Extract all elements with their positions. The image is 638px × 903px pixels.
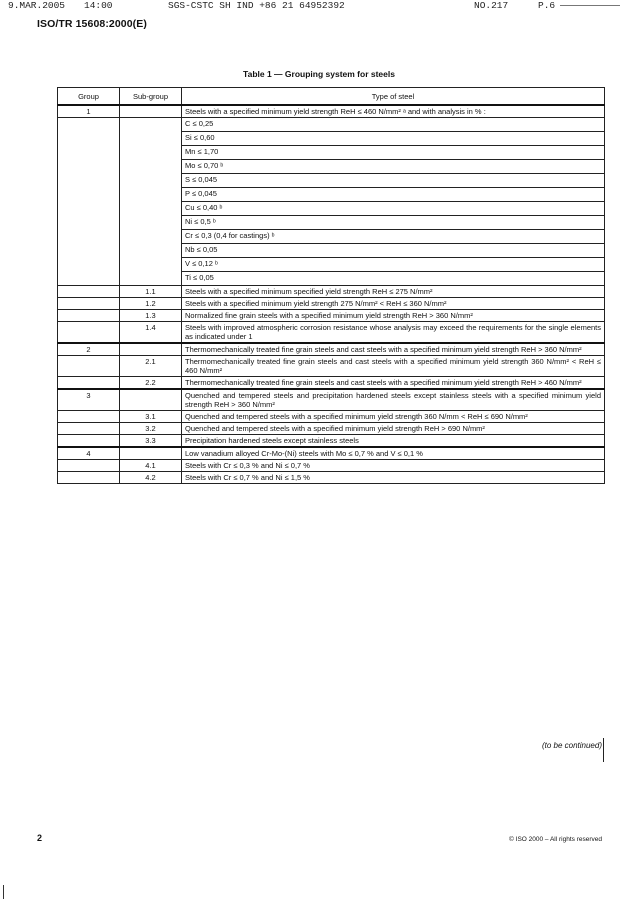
composition-limits: [182, 118, 605, 286]
type-of-steel-cell: Precipitation hardened steels except stainless steels: [182, 435, 605, 448]
group-cell: [58, 298, 120, 310]
group-cell: [58, 460, 120, 472]
sub-group-cell: [120, 389, 182, 411]
table-caption: Table 1 — Grouping system for steels: [243, 69, 395, 79]
group-cell: 3: [58, 389, 120, 411]
type-of-steel-cell: Quenched and tempered steels with a specified minimum yield strength 360 N/mm < ReH ≤ 690 N/mm²: [182, 411, 605, 423]
table-row: [58, 472, 605, 484]
fax-rule: [560, 5, 620, 6]
sub-group-cell: 1.4: [120, 322, 182, 344]
table-row: [58, 377, 605, 390]
composition-limit: Cr ≤ 0,3 (0,4 for castings) ᵇ: [182, 229, 604, 243]
type-of-steel-cell: Steels with Cr ≤ 0,3 % and Ni ≤ 0,7 %: [182, 460, 605, 472]
composition-limit: P ≤ 0,045: [182, 187, 604, 201]
composition-limit: Nb ≤ 0,05: [182, 243, 604, 257]
table-row: [58, 460, 605, 472]
sub-group-cell: 2.1: [120, 356, 182, 377]
fax-time: 14:00: [84, 0, 113, 11]
sub-group-cell: [120, 118, 182, 286]
sub-group-cell: 3.1: [120, 411, 182, 423]
type-of-steel-cell: Thermomechanically treated fine grain steels and cast steels with a specified minimum yield strength ReH > 360 N/mm²: [182, 343, 605, 356]
table-row: [58, 286, 605, 298]
table-row: [58, 343, 605, 356]
table-header-row: [58, 88, 605, 106]
sub-group-cell: [120, 447, 182, 460]
sub-group-cell: [120, 105, 182, 118]
group-cell: [58, 435, 120, 448]
fax-page: P.6: [538, 0, 556, 11]
sub-group-cell: 2.2: [120, 377, 182, 390]
continuation-rule: [603, 738, 604, 762]
sub-group-cell: 1.3: [120, 310, 182, 322]
table-row: [58, 105, 605, 118]
type-of-steel-cell: Quenched and tempered steels with a specified minimum yield strength ReH > 690 N/mm²: [182, 423, 605, 435]
group-cell: [58, 286, 120, 298]
type-of-steel-cell: Steels with improved atmospheric corrosion resistance whose analysis may exceed the requirements for the single elements as indicated under 1: [182, 322, 605, 344]
group-cell: [58, 356, 120, 377]
table-row: [58, 435, 605, 448]
type-of-steel-cell: Steels with a specified minimum specified yield strength ReH ≤ 275 N/mm²: [182, 286, 605, 298]
table-row: [58, 310, 605, 322]
document-id: ISO/TR 15608:2000(E): [37, 18, 147, 30]
sub-group-cell: [120, 343, 182, 356]
page-number: 2: [37, 833, 43, 843]
composition-limit: Mn ≤ 1,70: [182, 145, 604, 159]
table-row: [58, 298, 605, 310]
group-cell: 2: [58, 343, 120, 356]
type-of-steel-cell: Steels with Cr ≤ 0,7 % and Ni ≤ 1,5 %: [182, 472, 605, 484]
sub-group-cell: 1.2: [120, 298, 182, 310]
sub-group-cell: 3.2: [120, 423, 182, 435]
type-of-steel-cell: Quenched and tempered steels and precipitation hardened steels except stainless steels with a specified minimum yield strength ReH > 360 N/mm²: [182, 389, 605, 411]
composition-limit: Mo ≤ 0,70 ᵇ: [182, 159, 604, 173]
group-cell: 4: [58, 447, 120, 460]
type-of-steel-cell: [182, 105, 605, 118]
group-cell: [58, 322, 120, 344]
steel-grouping-table: [57, 87, 605, 484]
continuation-note: (to be continued): [541, 741, 602, 750]
composition-limit: Si ≤ 0,60: [182, 131, 604, 145]
sub-group-cell: 1.1: [120, 286, 182, 298]
scan-edge-mark: [3, 885, 4, 899]
sub-group-cell: 3.3: [120, 435, 182, 448]
sub-group-cell: 4.1: [120, 460, 182, 472]
fax-number: NO.217: [474, 0, 509, 11]
group-1-description: Steels with a specified minimum yield strength ReH ≤ 460 N/mm² ᵃ and with analysis in % :: [185, 107, 486, 116]
group-cell: [58, 310, 120, 322]
fax-header: [8, 0, 608, 12]
type-of-steel-cell: Thermomechanically treated fine grain steels and cast steels with a specified minimum yield strength ReH > 460 N/mm²: [182, 377, 605, 390]
table-row: [58, 322, 605, 344]
header-sub-group: Sub-group: [120, 88, 182, 106]
table-row: [58, 447, 605, 460]
group-cell: [58, 423, 120, 435]
group-cell: [58, 118, 120, 286]
fax-date: 9.MAR.2005: [8, 0, 66, 11]
group-cell: [58, 411, 120, 423]
type-of-steel-cell: Steels with a specified minimum yield strength 275 N/mm² < ReH ≤ 360 N/mm²: [182, 298, 605, 310]
group-cell: 1: [58, 105, 120, 118]
table-row: [58, 356, 605, 377]
composition-limit: S ≤ 0,045: [182, 173, 604, 187]
composition-limit: Ti ≤ 0,05: [182, 271, 604, 285]
composition-limit: C ≤ 0,25: [185, 119, 214, 128]
composition-limit: V ≤ 0,12 ᵇ: [182, 257, 604, 271]
table-row: [58, 423, 605, 435]
group-cell: [58, 377, 120, 390]
fax-sender: SGS-CSTC SH IND +86 21 64952392: [168, 0, 345, 11]
table-row: [58, 411, 605, 423]
header-type-of-steel: Type of steel: [182, 88, 605, 106]
composition-limit: Ni ≤ 0,5 ᵇ: [182, 215, 604, 229]
sub-group-cell: 4.2: [120, 472, 182, 484]
composition-limit: Cu ≤ 0,40 ᵇ: [182, 201, 604, 215]
header-group: Group: [58, 88, 120, 106]
table-row: [58, 389, 605, 411]
type-of-steel-cell: Thermomechanically treated fine grain steels and cast steels with a specified minimum yield strength 360 N/mm² < ReH ≤ 460 N/mm²: [182, 356, 605, 377]
type-of-steel-cell: Low vanadium alloyed Cr-Mo-(Ni) steels with Mo ≤ 0,7 % and V ≤ 0,1 %: [182, 447, 605, 460]
type-of-steel-cell: Normalized fine grain steels with a specified minimum yield strength ReH > 360 N/mm²: [182, 310, 605, 322]
copyright-notice: © ISO 2000 – All rights reserved: [509, 836, 602, 843]
group-cell: [58, 472, 120, 484]
table-row-conditions: [58, 118, 605, 286]
